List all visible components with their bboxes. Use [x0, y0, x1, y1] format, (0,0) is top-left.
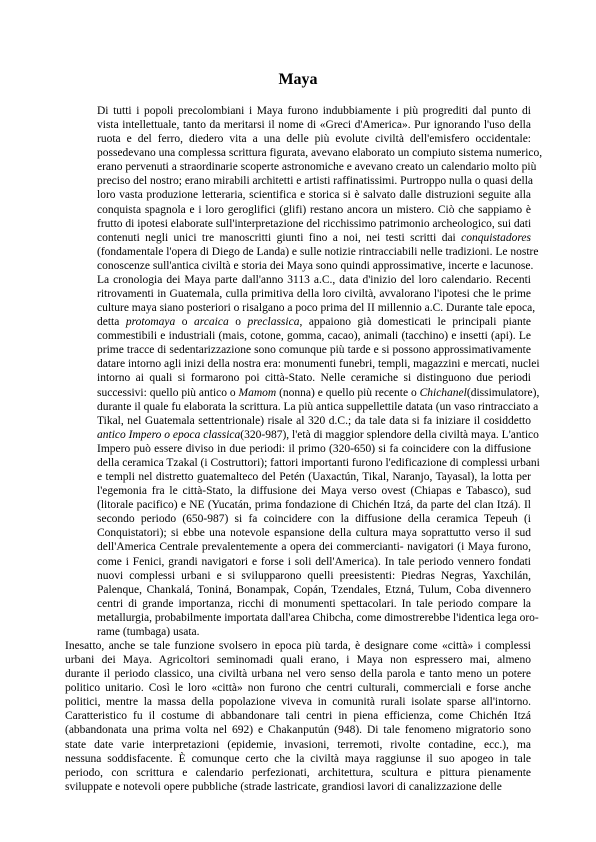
paragraph-cities-line — [65, 752, 531, 766]
text-run: sviluppate e notevoli opere pubbliche (strade lastricate, grandiosi lavori di canalizzazione delle — [65, 780, 502, 793]
paragraph-intro-line — [65, 259, 534, 273]
paragraph-intro-line — [65, 428, 539, 442]
text-run: frutto di ipotesi elaborate sull'interpretazione del ricchissimo patrimonio archeologico, sui dati — [97, 217, 532, 230]
paragraph-intro-line — [65, 174, 534, 188]
paragraph-cities-line — [65, 695, 531, 709]
paragraph-intro-line — [65, 414, 531, 428]
text-run: prime tracce di sedentarizzazione sono comunque più tarde e si possono approssimativamente — [97, 344, 531, 357]
paragraph-intro-line — [65, 118, 531, 132]
text-run: successivi: quello più antico o — [97, 386, 239, 399]
text-run: (litorale pacifico) e NE (Yucatán, prima fondazione di Chichén Itzá, da parte del clan Itzá). Il — [97, 499, 531, 512]
paragraph-cities-line — [65, 709, 531, 723]
paragraph-intro-line — [65, 273, 531, 287]
paragraph-intro-line — [65, 217, 531, 231]
paragraph-intro-line — [65, 301, 536, 315]
paragraph-intro-line — [65, 611, 539, 625]
paragraph-intro-line — [65, 498, 531, 512]
paragraph-intro — [65, 104, 543, 639]
text-run: possedevano una complessa scrittura figurata, avevano elaborato un compiuto sistema numerico, — [97, 147, 543, 160]
text-run: (abbandonata una prima volta nel 692) e Chakanputún (948). Di tale fenomeno migratorio sono — [65, 724, 531, 737]
text-run: durante il periodo classico, una civiltà urbana nel vero senso della parola e tanto meno un potere — [65, 668, 531, 681]
paragraph-intro-line — [65, 526, 531, 540]
paragraph-intro-line — [65, 203, 531, 217]
paragraph-cities-line — [65, 723, 531, 737]
paragraph-intro-line — [65, 470, 531, 484]
paragraph-cities-line — [65, 780, 531, 794]
text-run: nessuna soddisfacente. È comunque certo che la civiltà maya raggiunse il suo apogeo in tale — [65, 752, 531, 765]
paragraph-intro-line — [65, 555, 531, 569]
text-run: durante il quale fu elaborata la scrittura. La più antica suppellettile datata (un vaso rintracciato a — [97, 400, 539, 413]
text-run: preciso del nostro; erano mirabili architetti e artisti raffinatissimi. Purtroppo nulla o quasi della — [97, 175, 534, 188]
paragraph-intro-line — [65, 371, 531, 385]
text-run: o — [228, 316, 248, 329]
italic-term: Mamom — [238, 386, 277, 399]
paragraph-intro-line — [65, 484, 531, 498]
text-run: detta — [97, 316, 126, 329]
italic-term: preclassica — [247, 316, 300, 329]
paragraph-cities-line — [65, 639, 531, 653]
document-title: Maya — [278, 71, 318, 88]
text-run: La cronologia dei Maya parte dall'anno 3113 a.C., data d'inizio del loro calendario. Recenti — [97, 273, 531, 286]
text-run: loro vasta produzione letteraria, scientifica e storica si è salvato dalle distruzioni seguite alla — [97, 189, 531, 202]
text-run: secondo periodo (650-987) si fa coincidere con la diffusione della ceramica Tepeuh (i — [97, 513, 531, 526]
text-run: dell'America Centrale prevalentemente a opera dei commercianti- navigatori (i Maya furono, — [97, 541, 531, 554]
text-run: della ceramica Tzakal (i Costruttori); fattori importanti furono l'edificazione di complessi urbani — [97, 456, 540, 469]
text-run: ritrovamenti in Guatemala, culla primitiva della loro civiltà, avvalorano l'ipotesi che le prime — [97, 288, 531, 301]
text-run: conquista spagnola e i loro geroglifici (glifi) restano ancora un mistero. Ciò che sappiamo è — [97, 203, 531, 216]
text-run: Tikal, nel Guatemala settentrionale) risale al 320 d.C.; da tale data si fa iniziare il cosiddetto — [97, 414, 531, 427]
text-run: Conquistatori); si ebbe una notevole espansione della cultura maya soprattutto verso il sud — [97, 527, 531, 540]
paragraph-intro-line — [65, 386, 540, 400]
text-run: l'egemonia fra le città-Stato, la diffusione dei Maya verso ovest (Chiapas e Tabasco), sud — [97, 485, 531, 498]
text-run: vista intellettuale, tanto da meritarsi il nome di «Greci d'America». Pur ignorando l'uso della — [97, 119, 531, 132]
document-page — [65, 70, 543, 794]
paragraph-cities-line — [65, 738, 531, 752]
text-run: Palenque, Chankalá, Toniná, Bonampak, Copán, Tzendales, Etzná, Tulum, Coba divennero — [97, 583, 531, 596]
text-run: politici, mentre la massa della popolazione viveva in comunità rurali isolate sparse all'intorno. — [65, 696, 531, 709]
paragraph-intro-line — [65, 569, 531, 583]
text-run: erano pervenuti a straordinarie scoperte astronomiche e avevano creato un calendario molto più — [97, 161, 537, 174]
paragraph-intro-line — [65, 456, 540, 470]
text-run: politico unitario. Così le loro «città» non furono che centri culturali, commerciali e forse anche — [65, 682, 531, 695]
text-run: centri di grande importanza, ricchi di monumenti spettacolari. In tale periodo compare la — [97, 597, 531, 610]
italic-term: antico Impero o epoca classica — [97, 428, 241, 441]
text-run: datare intorno agli inizi della nostra era: monumenti funebri, templi, magazzini e mercati, nuclei — [97, 358, 540, 371]
text-run: culture maya siano posteriori o risalgano a poco prima del II millennio a.C. Durante tale epoca, — [97, 302, 536, 315]
paragraph-intro-line — [65, 583, 531, 597]
paragraph-intro-line — [65, 357, 540, 371]
paragraph-intro-line — [65, 231, 531, 245]
paragraph-intro-line — [65, 104, 531, 118]
text-run: Inesatto, anche se tale funzione svolsero in epoca più tarda, è designare come «città» i complessi — [65, 639, 531, 652]
paragraph-cities-line — [65, 766, 531, 780]
paragraph-intro-line — [65, 132, 531, 146]
text-run: urbani dei Maya. Agricoltori seminomadi quali erano, i Maya non espressero mai, almeno — [65, 654, 531, 667]
text-run: state date varie interpretazioni (epidemie, invasioni, terremoti, rivolte contadine, ecc.), ma — [65, 738, 531, 751]
text-run: Impero può essere diviso in due periodi: il primo (320-650) si fa coincidere con la diffusione — [97, 442, 531, 455]
paragraph-intro-line — [65, 287, 531, 301]
text-run: Di tutti i popoli precolombiani i Maya furono indubbiamente i più progrediti dal punto di — [97, 105, 531, 117]
text-run: intorno ai quali si formarono poi città-Stato. Nelle ceramiche si distinguono due periodi — [97, 372, 531, 385]
paragraph-intro-line — [65, 512, 531, 526]
italic-term: arcaica — [194, 316, 229, 329]
text-run: come i Fenici, grandi navigatori e forse i soli dell'America). In tale periodo vennero fondati — [97, 555, 531, 568]
text-run: periodo, con scrittura e calendario perfezionati, architettura, scultura e pittura pienamente — [65, 766, 531, 779]
italic-term: protomaya — [125, 316, 176, 329]
text-run: , appaiono già domesticati le principali piante — [299, 316, 532, 329]
italic-term: conquistadores — [461, 231, 531, 244]
paragraph-intro-line — [65, 540, 531, 554]
paragraph-intro-line — [65, 625, 531, 639]
text-run: e templi nel distretto guatemalteco del Petén (Uaxactún, Tikal, Naranjo, Tayasal), la lotta per — [97, 471, 531, 484]
paragraph-intro-line — [65, 329, 531, 343]
paragraph-intro-line — [65, 343, 531, 357]
text-run: (dissimulatore), — [466, 386, 540, 399]
paragraph-cities-line — [65, 653, 531, 667]
text-run: (320-987), l'età di maggior splendore della civiltà maya. L'antico — [240, 428, 539, 441]
paragraph-cities-line — [65, 681, 531, 695]
paragraph-cities-line — [65, 667, 531, 681]
text-run: metallurgia, probabilmente importata dall'area Chibcha, come dimostrerebbe l'identica lega oro- — [97, 611, 539, 624]
text-run: o — [175, 316, 195, 329]
text-run: (fondamentale l'opera di Diego de Landa) e sulle notizie rintracciabili nelle tradizioni. Le nostre — [97, 245, 539, 258]
text-run: contenuti negli unici tre manoscritti giunti fino a noi, nei testi scritti dai — [97, 231, 462, 244]
text-run: rame (tumbaga) usata. — [97, 625, 200, 638]
paragraph-intro-line — [65, 188, 531, 202]
text-run: commestibili e industriali (mais, cotone, gomma, cacao), animali (tacchino) e insetti (api). Le — [97, 330, 531, 343]
text-run: nuovi complessi urbani e si svilupparono quelli preesistenti: Piedras Negras, Yaxchilán, — [97, 569, 531, 582]
paragraph-intro-line — [65, 146, 543, 160]
text-run: (nonna) e quello più recente o — [276, 386, 420, 399]
paragraph-intro-line — [65, 400, 539, 414]
text-run: conoscenze sull'antica civiltà e storia dei Maya sono quindi approssimative, incerte e lacunose. — [97, 259, 534, 272]
paragraph-intro-line — [65, 245, 539, 259]
text-run: Caratteristico fu il costume di abbandonare tali centri in piena efficienza, come Chichén Itzá — [65, 710, 531, 723]
text-run: ruota e del ferro, diedero vita a una delle più evolute civiltà dell'emisfero occidentale: — [97, 133, 531, 146]
paragraph-intro-line — [65, 597, 531, 611]
italic-term: Chichanel — [419, 386, 467, 399]
paragraph-intro-line — [65, 160, 537, 174]
paragraph-intro-line — [65, 442, 531, 456]
paragraph-cities — [65, 639, 531, 794]
paragraph-intro-line — [65, 315, 531, 329]
